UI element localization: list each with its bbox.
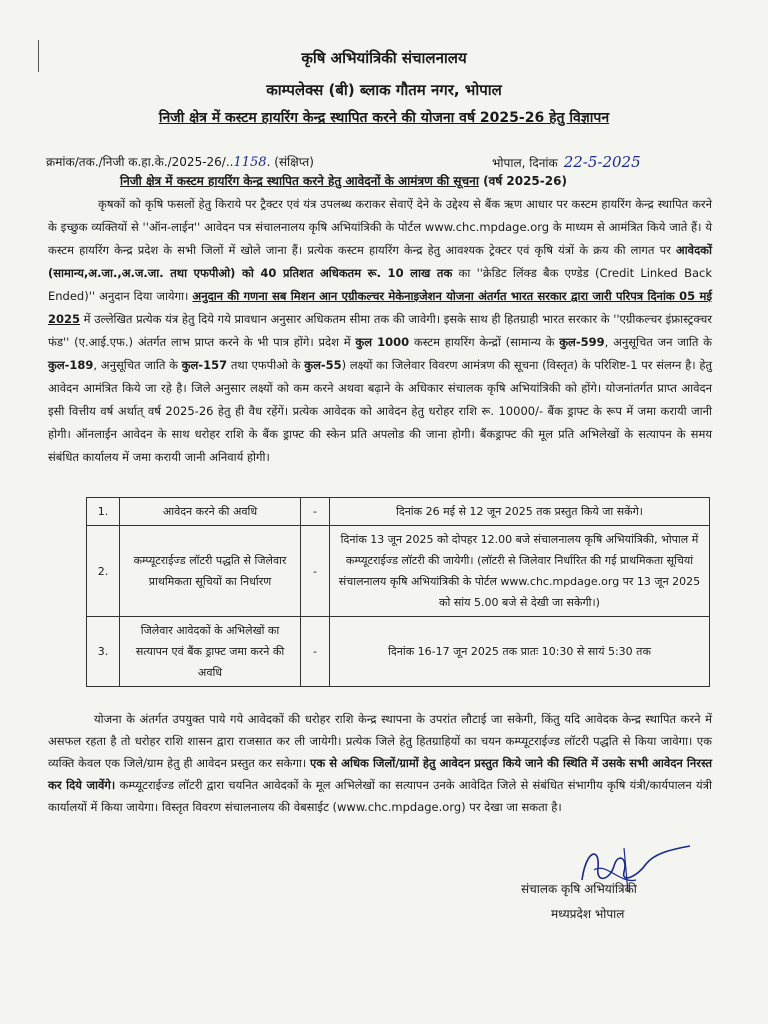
signatory-location: मध्यप्रदेश भोपाल — [551, 907, 625, 921]
table-row — [87, 617, 710, 687]
row-dash: - — [301, 617, 330, 687]
p1-bold-general: कुल-599 — [559, 335, 605, 349]
reference-handwritten-number: 1158 — [233, 155, 267, 170]
row-detail: दिनांक 26 मई से 12 जून 2025 तक प्रस्तुत किये जा सकेंगे। — [330, 498, 710, 526]
row-dash: - — [301, 498, 330, 526]
p1-text-3: में उल्लेखित प्रत्येक यंत्र हेतु दिये गये प्रावधान अनुसार अधिकतम सीमा तक की जावेगी। इसके साथ ही हितग्राही भारत सरकार के ''एग्रीकल्चर इंफ्रास्ट्रक्चर फंड'' (ए.आई.एफ.) अंतर्गत लाभ प्राप्त करने के भी पात्र होंगे। प्रदेश में — [48, 312, 712, 349]
row-number: 3. — [87, 617, 120, 687]
row-detail: दिनांक 13 जून 2025 को दोपहर 12.00 बजे संचालनालय कृषि अभियांत्रिकी, भोपाल में कम्प्यूटराईज्ड लॉटरी की जायेगी। (लॉटरी से जिलेवार निर्धारित की गई प्राथमिकता सूचियां संचालनालय कृषि अभियांत्रिकी के पोर्टल www.chc.mpdage.org पर 13 जून 2025 को सांय 5.00 बजे से देखी जा सकेगी।) — [330, 526, 710, 617]
row-dash: - — [301, 526, 330, 617]
issue-date — [492, 153, 641, 171]
schedule-table — [86, 497, 710, 687]
reference-suffix: . (संक्षिप्त) — [266, 155, 314, 169]
signatory-title: संचालक कृषि अभियांत्रिकी — [521, 882, 637, 896]
row-number: 2. — [87, 526, 120, 617]
p1-text-6: , अनुसूचित जाति के — [93, 358, 182, 372]
row-label: जिलेवार आवेदकों के अभिलेखों का सत्यापन एवं बैंक ड्राफ्ट जमा करने की अवधि — [120, 617, 301, 687]
paragraph-2 — [48, 708, 712, 818]
advertisement-title: निजी क्षेत्र में कस्टम हायरिंग केन्द्र स्थापित करने की योजना वर्ष 2025-26 हेतु विज्ञापन — [158, 110, 610, 126]
date-label: भोपाल, दिनांक — [492, 156, 558, 170]
p1-bold-fpo: कुल-55 — [304, 358, 342, 372]
p1-bold-total: कुल 1000 — [355, 335, 410, 349]
row-number: 1. — [87, 498, 120, 526]
row-detail: दिनांक 16-17 जून 2025 तक प्रातः 10:30 से सायं 5:30 तक — [330, 617, 710, 687]
department-name: कृषि अभियांत्रिकी संचालनालय — [301, 49, 467, 67]
p2-bold-warning: एक से अधिक जिलों/ग्रामों हेतु आवेदन प्रस्तुत किये जाने की स्थिति में उसके सभी आवेदन निरस्त कर दिये जावेंगे। — [48, 756, 712, 792]
p1-text-8: ) लक्ष्यों का जिलेवार विवरण आमंत्रण की सूचना (विस्तृत) के परिशिष्ट-1 पर संलग्न है। हेतु आवेदन आमंत्रित किये जा रहे है। जिले अनुसार लक्ष्यों को कम करने अथवा बढ़ाने के अधिकार संचालक कृषि अभियांत्रिकी को होंगे। योजनांतर्गत प्राप्त आवेदन इसी वित्तीय वर्ष अर्थात् वर्ष 2025-26 हेतु ही वैध रहेंगें। प्रत्येक आवेदक को आवेदन हेतु धरोहर राशि रू. 10000/- बैंक ड्राफ्ट के रूप में जमा करायी जानी होगी। ऑनलाईन आवेदन के साथ धरोहर राशि के बैंक ड्राफ्ट की स्केन प्रति अपलोड की जाना होगी। बैंकड्राफ्ट की मूल प्रति अभिलेखों के सत्यापन के समय संबंधित कार्यालय में जमा करायी जानी अनिवार्य होगी। — [48, 358, 712, 464]
p1-bold-st: कुल-189 — [48, 358, 94, 372]
subject-underlined: निजी क्षेत्र में कस्टम हायरिंग केन्द्र स्थापित करने हेतु आवेदनों के आमंत्रण की सूचना — [120, 174, 479, 188]
notice-subject — [120, 172, 567, 189]
date-handwritten: 22-5-2025 — [563, 153, 641, 171]
subject-year: (वर्ष 2025-26) — [478, 174, 567, 188]
p1-text-7: तथा एफपीओ के — [227, 358, 305, 372]
p1-text-4: कस्टम हायरिंग केन्द्रों (सामान्य के — [409, 335, 560, 349]
p1-text-2: का ''क्रेडिट लिंक्ड बैक एण्डेड (Credit Linked Back Ended)'' अनुदान दिया जायेगा। — [48, 266, 712, 303]
p1-bold-sc: कुल-157 — [181, 358, 228, 372]
table-row — [87, 498, 710, 526]
paragraph-1 — [48, 193, 712, 469]
reference-number — [46, 153, 314, 170]
p2-text-2: कम्प्यूटराईज्ड लॉटरी द्वारा चयनित आवेदकों के मूल अभिलेखों का सत्यापन उनके आवेदित जिले से संबंधित संभागीय कृषि यंत्री/कार्यपालन यंत्री कार्यालयों में किया जायेगा। विस्तृत विवरण संचालनालय की वेबसाईट (www.chc.mpdage.org) पर देखा जा सकता है। — [48, 778, 712, 814]
p2-text-1: योजना के अंतर्गत उपयुक्त पाये गये आवेदकों की धरोहर राशि केन्द्र स्थापना के उपरांत लौटाई जा सकेगी, किंतु यदि आवेदक केन्द्र स्थापित करने में असफल रहता है तो धरोहर राशि शासन द्वारा राजसात कर ली जायेगी। प्रत्येक जिले हेतु हितग्राहियों का चयन कम्प्यूटराईज्ड लॉटरी पद्धति से किया जावेगा। एक व्यक्ति केवल एक जिले/ग्राम हेतु ही आवेदन प्रस्तुत कर सकेगा। — [48, 712, 712, 770]
table-row — [87, 526, 710, 617]
row-label: कम्प्यूटराईज्ड लॉटरी पद्धति से जिलेवार प्राथमिकता सूचियों का निर्धारण — [120, 526, 301, 617]
row-label: आवेदन करने की अवधि — [120, 498, 301, 526]
p1-text-1: कृषकों को कृषि फसलों हेतु किराये पर ट्रैक्टर एवं यंत्र उपलब्ध कराकर सेवाऐं देने के उद्देश्य से बैंक ऋण आधार पर कस्टम हायरिंग केन्द्र स्थापित करने के इच्छुक व्यक्तियों से ''ऑन-लाईन'' आवेदन पत्र संचालनालय कृषि अभियांत्रिकी के पोर्टल www.chc.mpdage.org के माध्यम से आमंत्रित किये जाते हैं। ये कस्टम हायरिंग केन्द्र प्रदेश के सभी जिलों में खोले जाना हैं। प्रत्येक कस्टम हायरिंग केन्द्र हेतु आवश्यक ट्रेक्टर एवं कृषि यंत्रों के क्रय की लागत पर — [48, 197, 712, 257]
p1-text-5: , अनुसूचित जन जाति के — [604, 335, 712, 349]
p1-bold-subsidy: आवेदकों (सामान्य,अ.जा.,अ.ज.जा. तथा एफपीओ) को 40 प्रतिशत अधिकतम रू. 10 लाख तक — [48, 243, 712, 280]
department-address: काम्पलेक्स (बी) ब्लाक गौतम नगर, भोपाल — [266, 81, 502, 99]
p1-bold-circular: अनुदान की गणना सब मिशन आन एग्रीकल्चर मेकेनाइजेशन योजना अंतर्गत भारत सरकार द्वारा जारी परिपत्र दिनांक 05 मई 2025 — [48, 289, 712, 326]
reference-prefix: क्रमांक/तक./निजी क.हा.के./2025-26/.. — [46, 155, 234, 169]
